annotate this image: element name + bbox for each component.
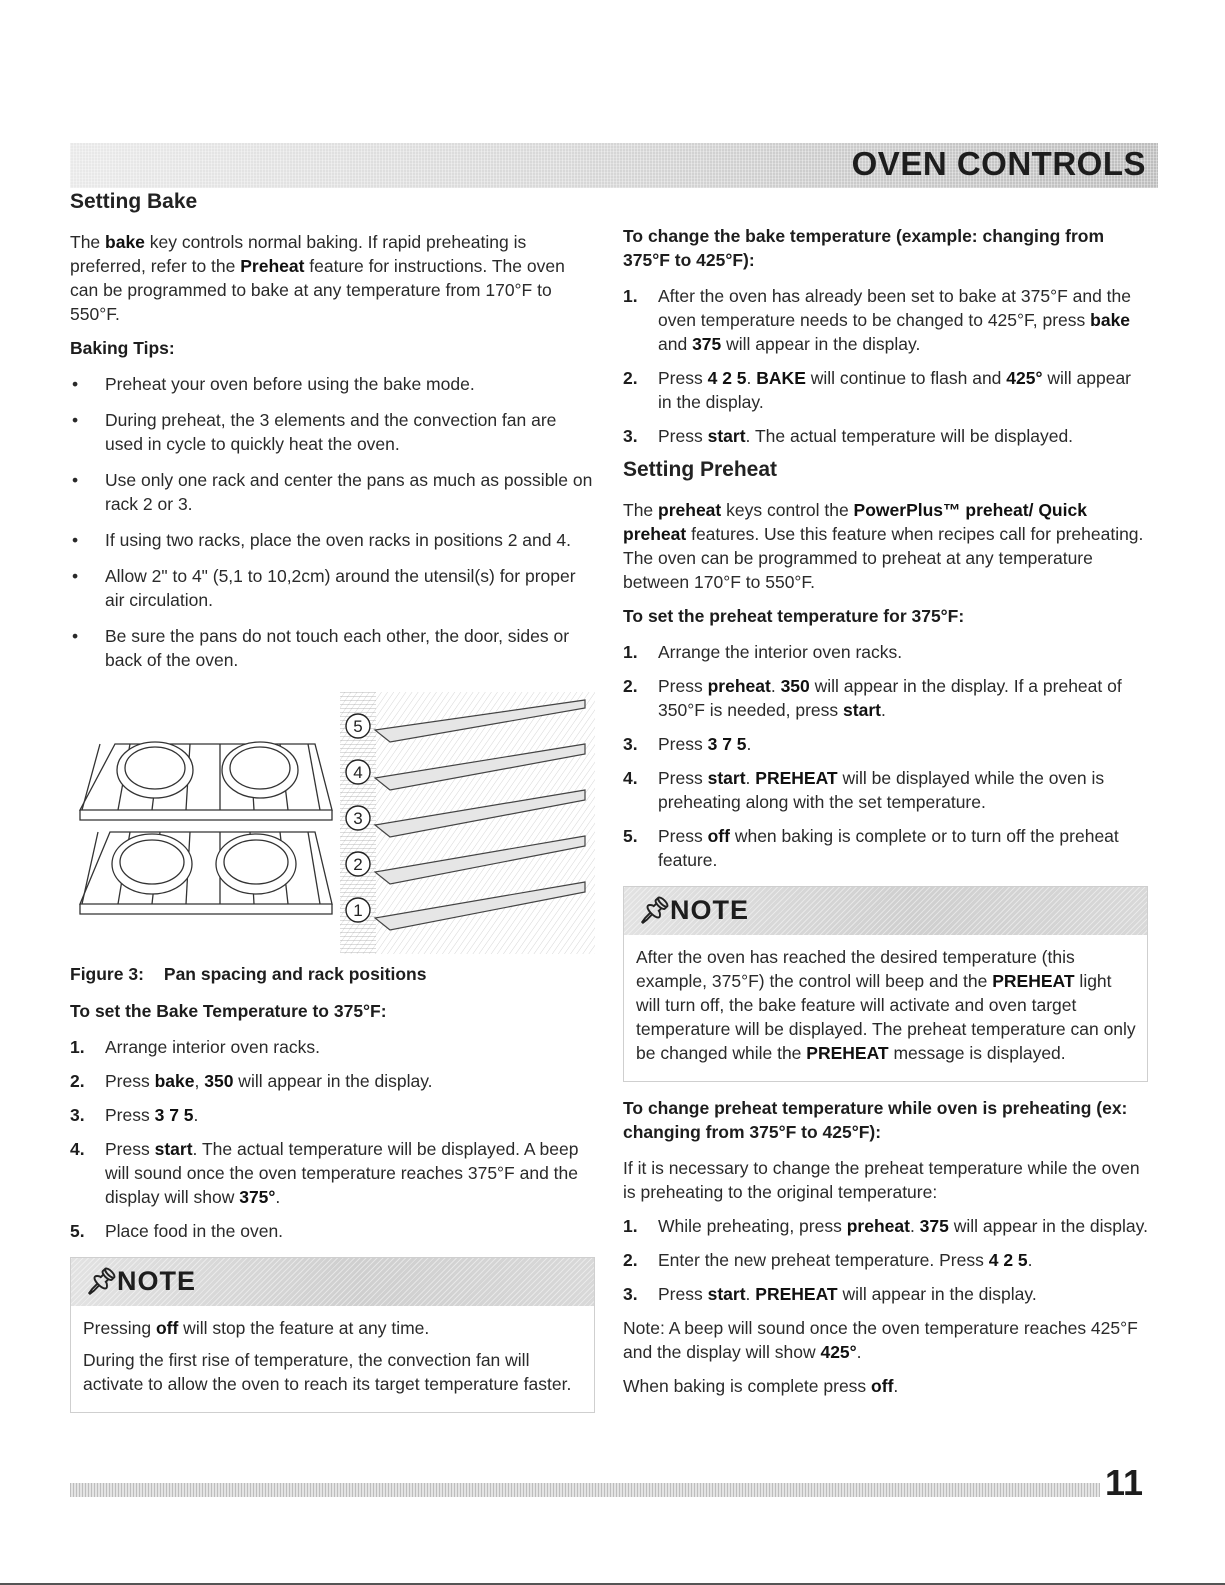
list-item: • During preheat, the 3 elements and the convection fan are used in cycle to quickly heat the oven.: [72, 410, 557, 454]
setting-bake-intro: The bake key controls normal baking. If rapid preheating is preferred, refer to the Preheat feature for instructions. The oven can be programmed to bake at any temperature from 170°F to 550°F.: [70, 232, 565, 324]
bullet-icon: •: [72, 626, 79, 646]
emphasis-text: 350: [204, 1071, 234, 1091]
emphasis-text: off: [871, 1376, 894, 1396]
right-column: [623, 186, 1148, 1408]
note-label: NOTE: [670, 895, 750, 925]
step-item: 5. Press off when baking is complete or to turn off the preheat feature.: [623, 826, 1119, 870]
preheat-note-box: [623, 886, 1148, 1082]
closing-note: Note: A beep will sound once the oven temperature reaches 425°F and the display will show 425°.: [623, 1318, 1138, 1362]
step-item: 1. Arrange interior oven racks.: [70, 1037, 320, 1057]
step-item: 2. Press bake, 350 will appear in the display.: [70, 1071, 433, 1091]
list-item: • Preheat your oven before using the bake mode.: [72, 374, 475, 394]
rack-label-5: 5: [353, 717, 363, 736]
note-paragraph: During the first rise of temperature, the convection fan will activate to allow the oven to reach its target temperature faster.: [83, 1350, 572, 1394]
left-column: [70, 186, 595, 1427]
emphasis-text: start: [843, 700, 881, 720]
setting-bake-heading: Setting Bake: [70, 190, 198, 213]
step-item: 4. Press start. PREHEAT will be displayed while the oven is preheating along with the set temperature.: [623, 768, 1105, 812]
emphasis-text: Preheat: [240, 256, 305, 276]
emphasis-text: bake: [105, 232, 145, 252]
emphasis-text: start: [707, 1284, 746, 1304]
emphasis-text: preheat: [707, 676, 771, 696]
step-number: 4.: [70, 1139, 85, 1159]
bullet-icon: •: [72, 470, 79, 490]
note-header: [624, 887, 1147, 935]
step-item: 3. Press start. PREHEAT will appear in the display.: [623, 1284, 1037, 1304]
emphasis-text: off: [155, 1318, 179, 1338]
rack-label-3: 3: [353, 809, 363, 828]
emphasis-text: start: [707, 768, 746, 788]
note-label: NOTE: [117, 1266, 197, 1296]
footer-bar: [70, 1483, 1100, 1497]
step-number: 3.: [70, 1105, 85, 1125]
set-preheat-temp-steps: [623, 640, 1148, 872]
emphasis-text: 425°: [1006, 368, 1043, 388]
figure-title: Pan spacing and rack positions: [163, 964, 427, 984]
set-preheat-temp-heading: To set the preheat temperature for 375°F:: [623, 606, 965, 626]
rack-positions-illustration: [70, 692, 595, 954]
pushpin-icon: 📌︎: [638, 895, 672, 925]
note-paragraph: After the oven has reached the desired temperature (this example, 375°F) the control will beep and the PREHEAT light will turn off, the bake feature will activate and oven target temperature will be displayed. The preheat temperature can only be changed while the PREHEAT message is displayed.: [636, 947, 1136, 1063]
set-bake-temp-heading: To set the Bake Temperature to 375°F:: [70, 1001, 387, 1021]
emphasis-text: 375°: [239, 1187, 276, 1207]
step-item: 1. After the oven has already been set to bake at 375°F and the oven temperature needs to be changed to 425°F, press bake and 375 will appear in the display.: [623, 286, 1132, 354]
step-number: 3.: [623, 734, 638, 754]
step-item: 2. Press preheat. 350 will appear in the display. If a preheat of 350°F is needed, press start.: [623, 676, 1122, 720]
baking-tips-list: [70, 372, 595, 672]
emphasis-text: bake: [154, 1071, 195, 1091]
step-item: 3. Press 3 7 5.: [623, 734, 752, 754]
emphasis-text: 3 7 5: [154, 1105, 194, 1125]
emphasis-text: bake: [1090, 310, 1131, 330]
emphasis-text: preheat: [658, 500, 722, 520]
note-body: [71, 1306, 594, 1412]
section-banner: [70, 143, 1158, 188]
note-paragraph: Pressing off will stop the feature at any time.: [83, 1318, 430, 1338]
step-number: 4.: [623, 768, 638, 788]
step-item: 5. Place food in the oven.: [70, 1221, 284, 1241]
set-bake-temp-steps: [70, 1035, 595, 1243]
emphasis-text: start: [707, 426, 746, 446]
emphasis-text: PREHEAT: [755, 1284, 838, 1304]
page-number: 11: [1105, 1462, 1144, 1503]
emphasis-text: PREHEAT: [755, 768, 838, 788]
change-preheat-temp-steps: [623, 1214, 1148, 1306]
list-item: • If using two racks, place the oven racks in positions 2 and 4.: [72, 530, 571, 550]
bullet-icon: •: [72, 374, 79, 394]
emphasis-text: off: [707, 826, 730, 846]
step-number: 2.: [70, 1071, 85, 1091]
note-body: [624, 935, 1147, 1081]
emphasis-text: 375: [692, 334, 722, 354]
pushpin-icon: 📌︎: [85, 1266, 119, 1296]
step-number: 3.: [623, 1284, 638, 1304]
step-number: 2.: [623, 368, 638, 388]
closing-instruction: When baking is complete press off.: [623, 1376, 899, 1396]
step-item: 1. Arrange the interior oven racks.: [623, 642, 903, 662]
step-number: 5.: [623, 826, 638, 846]
step-item: 4. Press start. The actual temperature will be displayed. A beep will sound once the oven temperature reaches 375°F and the display will show 375°.: [70, 1139, 579, 1207]
step-number: 1.: [70, 1037, 85, 1057]
step-number: 1.: [623, 286, 638, 306]
change-preheat-intro: If it is necessary to change the preheat temperature while the oven is preheating to the original temperature:: [623, 1158, 1140, 1202]
baking-tips-heading: Baking Tips:: [70, 338, 175, 358]
bullet-icon: •: [72, 530, 79, 550]
emphasis-text: 4 2 5: [707, 368, 747, 388]
bake-note-box: [70, 1257, 595, 1413]
step-number: 1.: [623, 642, 638, 662]
rack-label-1: 1: [353, 901, 363, 920]
bullet-icon: •: [72, 410, 79, 430]
emphasis-text: 375: [919, 1216, 949, 1236]
rack-label-2: 2: [353, 855, 363, 874]
list-item: • Be sure the pans do not touch each other, the door, sides or back of the oven.: [72, 626, 570, 670]
section-title: OVEN CONTROLS: [851, 145, 1146, 182]
emphasis-text: PowerPlus™ preheat/ Quick preheat: [623, 500, 1087, 544]
setting-preheat-intro: The preheat keys control the PowerPlus™ preheat/ Quick preheat features. Use this feature when recipes call for preheating. The oven can be programmed to preheat at any temperature between 170°F to 550°F.: [623, 500, 1144, 592]
rack-figure: [70, 692, 595, 954]
note-header: [71, 1258, 594, 1306]
setting-preheat-heading: Setting Preheat: [623, 458, 778, 481]
emphasis-text: PREHEAT: [806, 1043, 889, 1063]
list-item: • Allow 2" to 4" (5,1 to 10,2cm) around the utensil(s) for proper air circulation.: [72, 566, 576, 610]
step-number: 5.: [70, 1221, 85, 1241]
step-item: 1. While preheating, press preheat. 375 will appear in the display.: [623, 1216, 1148, 1236]
emphasis-text: BAKE: [756, 368, 806, 388]
emphasis-text: 3 7 5: [707, 734, 747, 754]
emphasis-text: PREHEAT: [992, 971, 1075, 991]
step-item: 3. Press start. The actual temperature will be displayed.: [623, 426, 1074, 446]
figure-caption: [70, 964, 595, 985]
emphasis-text: preheat: [846, 1216, 910, 1236]
rack-label-4: 4: [353, 763, 363, 782]
step-number: 1.: [623, 1216, 638, 1236]
change-bake-temp-heading: To change the bake temperature (example: changing from 375°F to 425°F):: [623, 226, 1105, 270]
bullet-icon: •: [72, 566, 79, 586]
step-item: 2. Enter the new preheat temperature. Press 4 2 5.: [623, 1250, 1033, 1270]
step-number: 2.: [623, 676, 638, 696]
emphasis-text: 425°: [820, 1342, 857, 1362]
emphasis-text: start: [154, 1139, 193, 1159]
step-item: 3. Press 3 7 5.: [70, 1105, 199, 1125]
emphasis-text: 350: [780, 676, 810, 696]
change-preheat-temp-heading: To change preheat temperature while oven is preheating (ex: changing from 375°F to 425°F):: [623, 1098, 1128, 1142]
change-bake-temp-steps: [623, 284, 1148, 448]
list-item: • Use only one rack and center the pans as much as possible on rack 2 or 3.: [72, 470, 593, 514]
emphasis-text: 4 2 5: [988, 1250, 1028, 1270]
step-number: 2.: [623, 1250, 638, 1270]
figure-label: Figure 3:: [70, 964, 144, 984]
step-number: 3.: [623, 426, 638, 446]
step-item: 2. Press 4 2 5. BAKE will continue to flash and 425° will appear in the display.: [623, 368, 1132, 412]
